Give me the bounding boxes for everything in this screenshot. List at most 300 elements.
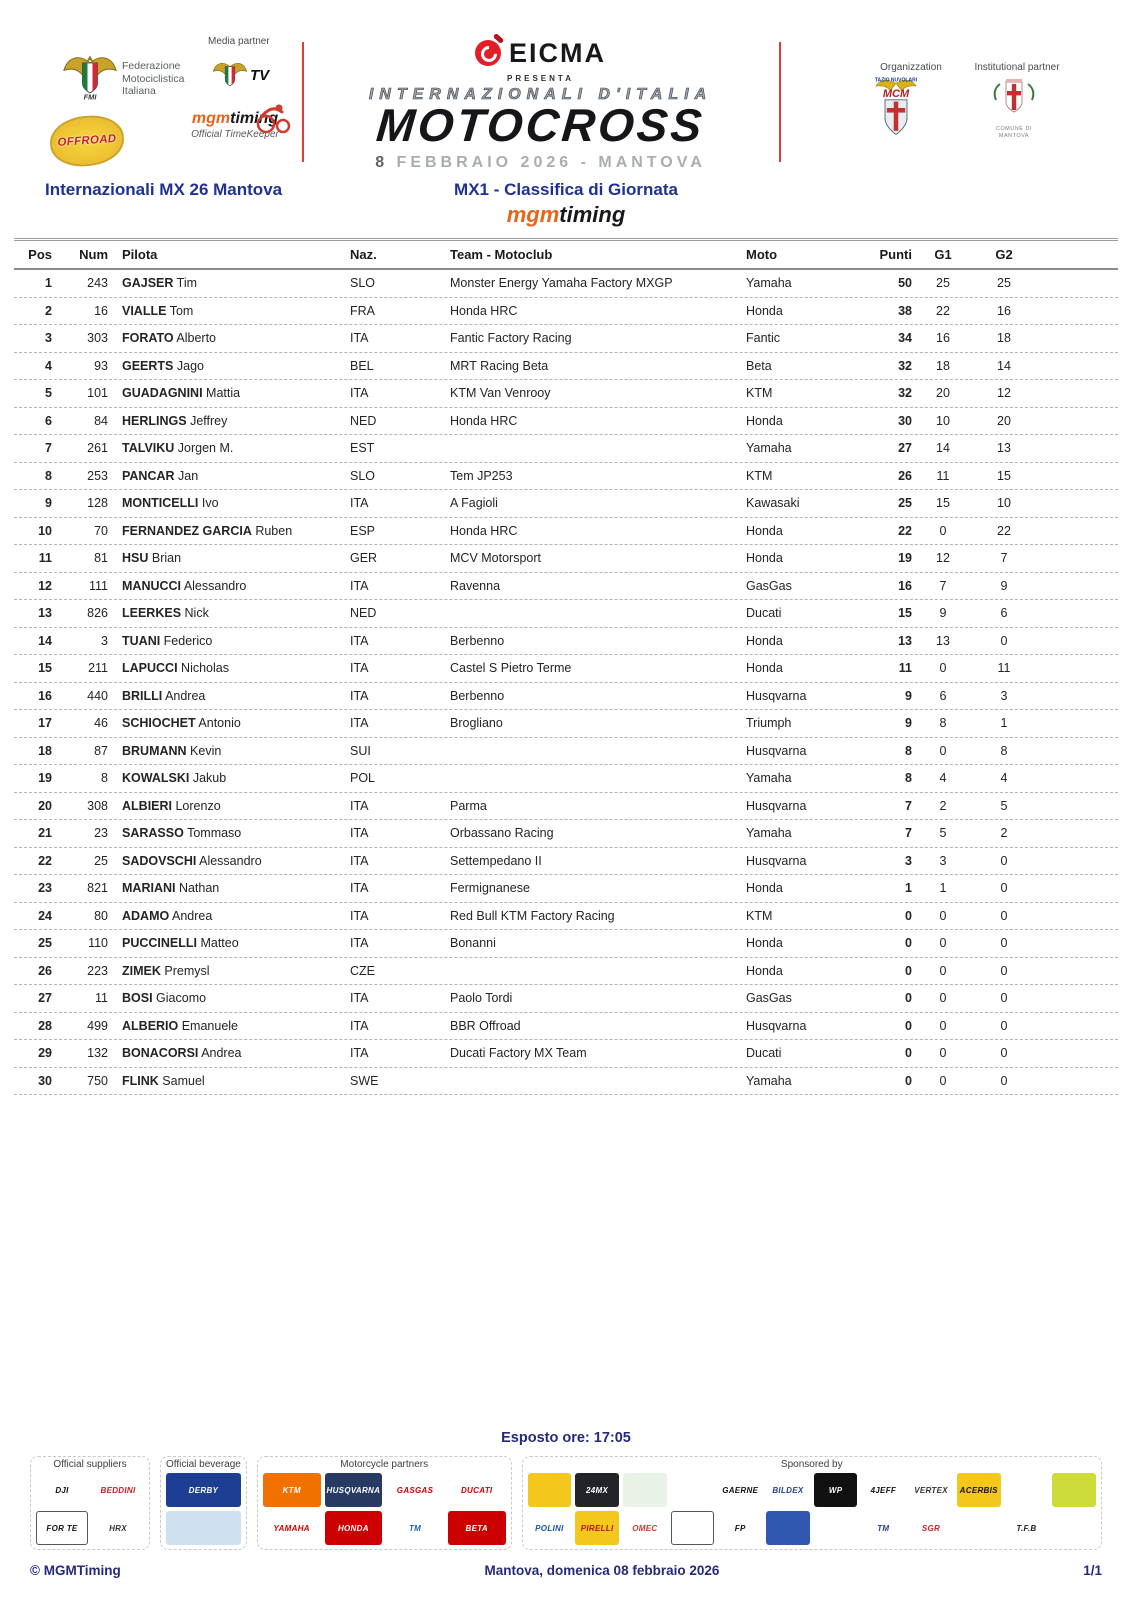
cell-pilota: [108, 386, 350, 400]
cell-pilota: [108, 359, 350, 373]
rider-firstname: Nathan: [175, 881, 220, 896]
cell-num: 308: [87, 798, 108, 813]
cell-moto: Honda: [746, 881, 783, 896]
masthead: [0, 0, 1132, 178]
cell-g1: 0: [939, 991, 947, 1006]
svg-text:FMI: FMI: [83, 92, 97, 102]
rider-firstname: Alberto: [173, 331, 217, 346]
sponsor-logo: [814, 1511, 858, 1545]
cell-g2: 20: [997, 413, 1011, 428]
cell-punti: 8: [905, 743, 912, 758]
sponsor-logo: VERTEX: [909, 1473, 953, 1507]
cell-pos: 15: [38, 661, 52, 676]
rider-firstname: Jago: [173, 358, 204, 373]
event-title: Internazionali MX 26 Mantova: [45, 180, 283, 199]
cell-pilota: [108, 771, 350, 785]
cell-moto: Honda: [746, 963, 783, 978]
cell-naz: ITA: [350, 1046, 369, 1061]
sponsor-logo: T.F.B: [1005, 1511, 1049, 1545]
copyright-label: © MGMTiming: [30, 1563, 121, 1578]
cell-num: 84: [94, 413, 108, 428]
cell-team: KTM Van Venrooy: [450, 386, 551, 401]
cell-num: 128: [87, 496, 108, 511]
cell-g1: 0: [939, 523, 947, 538]
series-title: INTERNAZIONALI D'ITALIA: [368, 86, 713, 103]
cell-punti: 15: [898, 606, 912, 621]
sponsor-tiles: [36, 1473, 144, 1545]
rider-firstname: Brian: [148, 551, 182, 566]
cell-punti: 9: [905, 688, 912, 703]
cell-moto: Husqvarna: [746, 798, 807, 813]
cell-punti: 32: [898, 358, 912, 373]
cell-naz: ITA: [350, 331, 369, 346]
cell-moto: GasGas: [746, 578, 792, 593]
rider-surname: FLINK: [122, 1073, 159, 1088]
cell-g1: 4: [939, 771, 947, 786]
rider-surname: HERLINGS: [122, 413, 187, 428]
cell-team: Ravenna: [450, 578, 501, 593]
sponsor-logo: KTM: [263, 1473, 321, 1507]
cell-pilota: [108, 524, 350, 538]
cell-punti: 0: [905, 1046, 912, 1061]
cell-pos: 4: [45, 358, 52, 373]
rider-firstname: Jeffrey: [186, 413, 228, 428]
rider-firstname: Andrea: [169, 908, 213, 923]
cell-punti: 0: [905, 908, 912, 923]
col-header-g2: G2: [995, 247, 1013, 262]
cell-punti: 0: [905, 1073, 912, 1088]
cell-pos: 30: [38, 1073, 52, 1088]
cell-g2: 12: [997, 386, 1011, 401]
sponsor-logo: [1052, 1473, 1096, 1507]
cell-naz: ITA: [350, 386, 369, 401]
table-row: [14, 655, 1118, 683]
sponsor-logo: DERBY: [166, 1473, 241, 1507]
cell-team: MCV Motorsport: [450, 551, 541, 566]
cell-num: 750: [87, 1073, 108, 1088]
cell-pilota: [108, 881, 350, 895]
cell-g2: 1: [1000, 716, 1008, 731]
cell-punti: 11: [898, 661, 912, 676]
presenta-label: PRESENTA: [507, 74, 574, 83]
cell-g2: 7: [1000, 551, 1008, 566]
col-header-naz: Naz.: [350, 247, 377, 262]
sponsor-logo: YAMAHA: [263, 1511, 321, 1545]
cell-g2: 0: [1000, 881, 1008, 896]
sponsor-logo: BETA: [448, 1511, 506, 1545]
table-row: [14, 435, 1118, 463]
table-row: [14, 518, 1118, 546]
table-row: [14, 710, 1118, 738]
cell-moto: Fantic: [746, 331, 781, 346]
rider-firstname: Mattia: [202, 386, 241, 401]
cell-punti: 0: [905, 1018, 912, 1033]
cell-pilota: [108, 606, 350, 620]
svg-text:MCM: MCM: [882, 88, 910, 101]
cell-naz: ITA: [350, 881, 369, 896]
cell-pos: 5: [45, 386, 52, 401]
cell-pilota: [108, 1074, 350, 1088]
classification-title: MX1 - Classifica di Giornata: [454, 180, 678, 199]
cell-naz: EST: [350, 441, 375, 456]
cell-g1: 1: [939, 881, 947, 896]
table-row: [14, 408, 1118, 436]
sponsor-logo: [766, 1511, 810, 1545]
cell-g2: 0: [1000, 853, 1008, 868]
cell-naz: SLO: [350, 276, 376, 291]
cell-naz: SWE: [350, 1073, 379, 1088]
cell-pos: 12: [38, 578, 52, 593]
table-row: [14, 930, 1118, 958]
cell-num: 11: [95, 991, 108, 1006]
results-table: [14, 238, 1118, 1095]
sponsor-logo: BEDDINI: [92, 1473, 144, 1507]
col-header-team: Team - Motoclub: [450, 247, 553, 262]
rider-firstname: Kevin: [186, 743, 222, 758]
rider-surname: BRUMANN: [122, 743, 187, 758]
sponsor-logo: PIRELLI: [575, 1511, 619, 1545]
cell-moto: Yamaha: [746, 1073, 792, 1088]
sponsor-tiles: [528, 1473, 1096, 1545]
cell-num: 87: [94, 743, 108, 758]
sponsor-logo: DJI: [36, 1473, 88, 1507]
cell-moto: Kawasaki: [746, 496, 800, 511]
cell-g1: 0: [939, 1073, 947, 1088]
rider-surname: FERNANDEZ GARCIA: [122, 523, 252, 538]
rider-surname: HSU: [122, 551, 149, 566]
sponsor-logo: HONDA: [325, 1511, 383, 1545]
rider-firstname: Ruben: [251, 523, 293, 538]
rider-firstname: Tommaso: [183, 826, 242, 841]
table-row: [14, 793, 1118, 821]
cell-pos: 23: [38, 881, 52, 896]
event-date-line: 8 FEBBRAIO 2026 - MANTOVA: [375, 153, 706, 171]
col-header-pos: Pos: [28, 247, 52, 262]
cell-pos: 17: [38, 716, 52, 731]
cell-pilota: [108, 909, 350, 923]
cell-num: 499: [87, 1018, 108, 1033]
place-date-label: Mantova, domenica 08 febbraio 2026: [484, 1563, 720, 1578]
cell-punti: 3: [905, 853, 912, 868]
cell-team: Bonanni: [450, 936, 496, 951]
rider-surname: GAJSER: [122, 276, 174, 291]
cell-pilota: [108, 469, 350, 483]
cell-g2: 15: [997, 468, 1011, 483]
cell-g2: 16: [997, 303, 1011, 318]
cell-pos: 24: [38, 908, 52, 923]
rider-firstname: Federico: [160, 633, 213, 648]
cell-g2: 22: [997, 523, 1011, 538]
cell-g1: 12: [936, 551, 950, 566]
table-row: [14, 848, 1118, 876]
cell-moto: Ducati: [746, 606, 782, 621]
cell-naz: ITA: [350, 578, 369, 593]
rider-firstname: Matteo: [197, 936, 239, 951]
fmi-federation-name: Federazione Motociclistica Italiana: [122, 60, 185, 98]
cell-g2: 18: [997, 331, 1011, 346]
rider-firstname: Alessandro: [181, 578, 247, 593]
rider-surname: ADAMO: [122, 908, 170, 923]
cell-punti: 25: [898, 496, 912, 511]
cell-pos: 18: [38, 743, 52, 758]
cell-g2: 5: [1000, 798, 1008, 813]
cell-naz: ITA: [350, 716, 369, 731]
mgmtiming-center-wordmark: mgmtiming: [506, 202, 626, 227]
rider-surname: ZIMEK: [122, 963, 161, 978]
moto-club-mantovano-logo-icon: [866, 76, 926, 140]
comune-mantova-crest-icon: [990, 78, 1038, 120]
cell-g2: 0: [1000, 991, 1008, 1006]
cell-naz: SLO: [350, 468, 376, 483]
cell-pos: 26: [38, 963, 52, 978]
rider-firstname: Tom: [166, 303, 194, 318]
cell-pos: 7: [45, 441, 52, 456]
right-red-divider: [779, 42, 781, 162]
table-row: [14, 683, 1118, 711]
sponsor-logo: FOR TE: [36, 1511, 88, 1545]
cell-naz: POL: [350, 771, 376, 786]
cell-naz: BEL: [350, 358, 374, 373]
sponsor-logo: [671, 1473, 715, 1507]
cell-team: Tem JP253: [450, 468, 513, 483]
cell-team: A Fagioli: [450, 496, 498, 511]
cell-num: 110: [88, 936, 108, 951]
cell-moto: Honda: [746, 413, 783, 428]
cell-num: 8: [101, 771, 108, 786]
sponsor-logo: [957, 1511, 1001, 1545]
cell-punti: 32: [898, 386, 912, 401]
cell-moto: Husqvarna: [746, 1018, 807, 1033]
cell-moto: Yamaha: [746, 441, 792, 456]
cell-g1: 15: [936, 496, 950, 511]
cell-pos: 19: [38, 771, 52, 786]
cell-g2: 8: [1000, 743, 1008, 758]
cell-pilota: [108, 799, 350, 813]
table-row: [14, 875, 1118, 903]
cell-num: 70: [94, 523, 108, 538]
cell-num: 211: [88, 661, 108, 676]
cell-g1: 0: [939, 743, 947, 758]
cell-pos: 16: [38, 688, 52, 703]
organization-label: Organizzation: [880, 62, 942, 73]
cell-team: Monster Energy Yamaha Factory MXGP: [450, 276, 673, 291]
cell-moto: Honda: [746, 936, 783, 951]
fmi-federation-logo-icon: [62, 50, 118, 102]
cell-g1: 0: [939, 661, 947, 676]
cell-moto: Husqvarna: [746, 688, 807, 703]
cell-g1: 10: [936, 413, 950, 428]
cell-g2: 0: [1000, 908, 1008, 923]
table-row: [14, 1068, 1118, 1096]
sponsor-logo: [166, 1511, 241, 1545]
cell-pos: 6: [45, 413, 52, 428]
sponsor-group: [160, 1456, 247, 1550]
cell-g2: 9: [1000, 578, 1008, 593]
rider-firstname: Samuel: [158, 1073, 205, 1088]
col-header-pilota: Pilota: [122, 247, 158, 262]
cell-g2: 0: [1000, 1018, 1008, 1033]
offroad-logo: OFFROAD: [48, 113, 125, 168]
cell-pilota: [108, 304, 350, 318]
table-row: [14, 573, 1118, 601]
cell-moto: Yamaha: [746, 276, 792, 291]
cell-naz: ITA: [350, 633, 369, 648]
cell-num: 3: [101, 633, 108, 648]
sponsor-logo: [623, 1473, 667, 1507]
sponsor-logo: FP: [718, 1511, 762, 1545]
cell-punti: 7: [905, 826, 912, 841]
cell-team: Honda HRC: [450, 303, 518, 318]
eicma-logo: [302, 36, 779, 70]
cell-team: Paolo Tordi: [450, 991, 513, 1006]
cell-punti: 7: [905, 798, 912, 813]
sponsor-tiles: [166, 1473, 241, 1545]
cell-naz: ITA: [350, 688, 369, 703]
cell-punti: 38: [898, 303, 912, 318]
cell-g2: 0: [1000, 1073, 1008, 1088]
eicma-gauge-icon: [475, 40, 501, 66]
cell-naz: ITA: [350, 908, 369, 923]
cell-team: Red Bull KTM Factory Racing: [450, 908, 615, 923]
rider-surname: BOSI: [122, 991, 153, 1006]
table-row: [14, 958, 1118, 986]
cell-pilota: [108, 634, 350, 648]
rider-firstname: Jakub: [189, 771, 227, 786]
table-row: [14, 765, 1118, 793]
cell-punti: 16: [898, 578, 912, 593]
cell-g2: 6: [1000, 606, 1008, 621]
sponsor-logo: 4JEFF: [861, 1473, 905, 1507]
cell-g1: 0: [939, 936, 947, 951]
sponsor-logo: 24MX: [575, 1473, 619, 1507]
cell-num: 81: [94, 551, 108, 566]
eicma-brand: EICMA: [509, 37, 606, 68]
cell-g1: 7: [939, 578, 947, 593]
rider-surname: GUADAGNINI: [122, 386, 203, 401]
cell-pos: 28: [38, 1018, 52, 1033]
cell-g1: 25: [936, 276, 950, 291]
cell-moto: KTM: [746, 386, 773, 401]
cell-team: Castel S Pietro Terme: [450, 661, 572, 676]
cell-g1: 13: [936, 633, 950, 648]
cell-pos: 27: [38, 991, 52, 1006]
cell-moto: Yamaha: [746, 771, 792, 786]
cell-team: Parma: [450, 798, 487, 813]
mgmtiming-wordmark: mgmtiming: [191, 110, 279, 127]
cell-naz: ITA: [350, 1018, 369, 1033]
cell-g1: 16: [936, 331, 950, 346]
rider-surname: ALBERIO: [122, 1018, 179, 1033]
cell-g2: 0: [1000, 963, 1008, 978]
cell-pilota: [108, 331, 350, 345]
sponsor-tiles: [263, 1473, 506, 1545]
cell-team: Berbenno: [450, 688, 505, 703]
sponsor-group: [522, 1456, 1102, 1550]
cell-pilota: [108, 854, 350, 868]
official-timekeeper-label: Official TimeKeeper: [191, 129, 279, 140]
table-row: [14, 490, 1118, 518]
rider-firstname: Nick: [181, 606, 209, 621]
cell-num: 93: [94, 358, 108, 373]
cell-num: 101: [87, 386, 108, 401]
col-header-moto: Moto: [746, 247, 778, 262]
cell-num: 261: [87, 441, 108, 456]
media-partner-label: Media partner: [208, 36, 270, 47]
cell-g1: 20: [936, 386, 950, 401]
institutional-partner-label: Institutional partner: [974, 62, 1060, 73]
cell-naz: ESP: [350, 523, 376, 538]
cell-g1: 9: [939, 606, 947, 621]
cell-pilota: [108, 689, 350, 703]
cell-g1: 18: [936, 358, 950, 373]
cell-team: Brogliano: [450, 716, 503, 731]
cell-punti: 50: [898, 276, 912, 291]
rider-firstname: Giacomo: [152, 991, 207, 1006]
cell-g2: 0: [1000, 1046, 1008, 1061]
cell-g1: 0: [939, 963, 947, 978]
cell-pilota: [108, 496, 350, 510]
cell-punti: 34: [898, 331, 912, 346]
table-row: [14, 380, 1118, 408]
rider-surname: PUCCINELLI: [122, 936, 197, 951]
footer-line: [30, 1563, 1102, 1578]
sponsor-logo: POLINI: [528, 1511, 572, 1545]
cell-punti: 27: [898, 441, 912, 456]
cell-moto: Honda: [746, 633, 783, 648]
cell-g2: 4: [1000, 771, 1008, 786]
rider-firstname: Nicholas: [177, 661, 229, 676]
cell-g1: 6: [939, 688, 947, 703]
motocross-title: MOTOCROSS: [374, 99, 707, 151]
rider-surname: PANCAR: [122, 468, 175, 483]
rider-surname: BONACORSI: [122, 1046, 199, 1061]
cell-punti: 22: [898, 523, 912, 538]
table-row: [14, 820, 1118, 848]
sponsor-group-label: Motorcycle partners: [340, 1459, 429, 1470]
table-row: [14, 738, 1118, 766]
table-row: [14, 628, 1118, 656]
cell-pilota: [108, 579, 350, 593]
cell-pos: 8: [45, 468, 52, 483]
rider-surname: SCHIOCHET: [122, 716, 196, 731]
cell-moto: KTM: [746, 908, 773, 923]
table-row: [14, 353, 1118, 381]
rider-surname: FORATO: [122, 331, 174, 346]
tv-label: TV: [250, 66, 270, 84]
table-row: [14, 545, 1118, 573]
rider-firstname: Jan: [174, 468, 199, 483]
cell-pilota: [108, 441, 350, 455]
cell-pilota: [108, 964, 350, 978]
cell-g2: 11: [997, 661, 1011, 676]
sponsor-logo: [671, 1511, 715, 1545]
rider-firstname: Lorenzo: [172, 798, 221, 813]
table-row: [14, 298, 1118, 326]
cell-num: 223: [87, 963, 108, 978]
cell-punti: 0: [905, 963, 912, 978]
svg-text:TAZIO NUVOLARI: TAZIO NUVOLARI: [874, 77, 918, 84]
cell-pilota: [108, 826, 350, 840]
fmi-tv-logo: [212, 56, 269, 94]
cell-pilota: [108, 716, 350, 730]
cell-punti: 19: [898, 551, 912, 566]
cell-pilota: [108, 936, 350, 950]
rider-surname: MARIANI: [122, 881, 176, 896]
cell-punti: 0: [905, 936, 912, 951]
sponsor-logo: [528, 1473, 572, 1507]
cell-moto: Yamaha: [746, 826, 792, 841]
rider-firstname: Premysl: [160, 963, 210, 978]
